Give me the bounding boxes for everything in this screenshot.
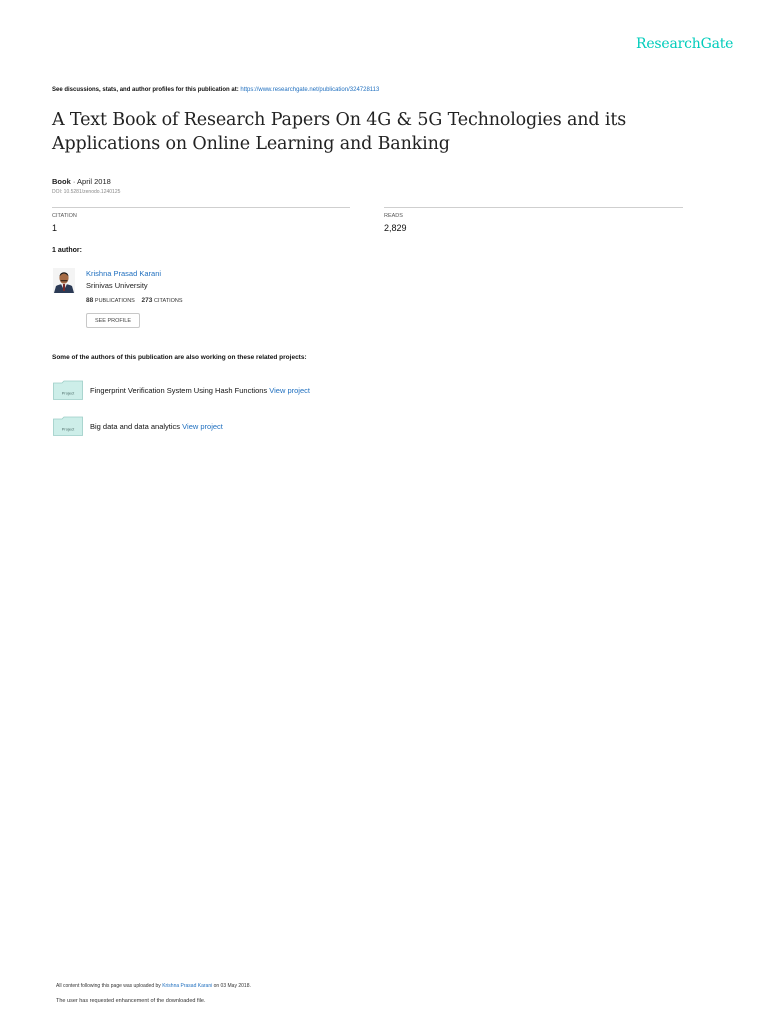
publications-count: 88 — [86, 297, 94, 304]
related-projects-heading: Some of the authors of this publication are also working on these related projects: — [52, 354, 307, 361]
researchgate-logo[interactable]: ResearchGate — [636, 36, 734, 52]
project-title: Fingerprint Verification System Using Hash Functions — [90, 386, 268, 395]
citations-label: CITATION — [52, 213, 77, 219]
citations-value: 1 — [52, 223, 58, 233]
discussions-text: See discussions, stats, and author profiles for this publication at: — [52, 87, 239, 93]
view-project-link[interactable]: View project — [269, 386, 310, 395]
enhancement-note: The user has requested enhancement of the downloaded file. — [56, 998, 206, 1004]
upload-prefix: All content following this page was uploaded by — [56, 983, 161, 989]
citations-divider — [52, 207, 350, 208]
author-citations-count: 273 — [141, 297, 153, 304]
upload-note — [56, 983, 251, 989]
project-icon-label: Project — [61, 390, 75, 396]
author-citations-label: CITATIONS — [154, 298, 183, 304]
author-avatar[interactable] — [53, 268, 75, 293]
publication-url-link[interactable]: https://www.researchgate.net/publication/324728113 — [240, 87, 380, 93]
author-name-link[interactable]: Krishna Prasad Karani — [86, 269, 162, 278]
reads-divider — [384, 207, 683, 208]
publication-doi: DOI: 10.5281/zenodo.1240125 — [52, 189, 121, 195]
project-folder-icon — [53, 416, 83, 436]
project-item — [90, 422, 223, 431]
authors-heading: 1 author: — [52, 247, 82, 254]
publication-meta — [52, 177, 111, 186]
uploader-link[interactable]: Krishna Prasad Karani — [162, 983, 213, 989]
author-affiliation: Srinivas University — [86, 281, 148, 290]
reads-label: READS — [384, 213, 403, 219]
publication-date: April 2018 — [77, 177, 111, 186]
publication-title: A Text Book of Research Papers On 4G & 5G Technologies and its Applications on Online Learning and Banking — [52, 110, 627, 154]
meta-separator: · — [70, 177, 78, 186]
publication-type: Book — [52, 177, 71, 186]
discussions-line — [52, 87, 379, 93]
project-folder-icon — [53, 380, 83, 400]
project-title: Big data and data analytics — [90, 422, 181, 431]
author-counts — [86, 297, 183, 304]
publications-label: PUBLICATIONS — [94, 298, 135, 304]
project-icon-label: Project — [61, 426, 75, 432]
reads-value: 2,829 — [384, 223, 407, 233]
see-profile-button[interactable]: SEE PROFILE — [86, 313, 140, 328]
view-project-link[interactable]: View project — [182, 422, 223, 431]
upload-suffix: on 03 May 2018. — [213, 983, 251, 989]
project-item — [90, 386, 310, 395]
